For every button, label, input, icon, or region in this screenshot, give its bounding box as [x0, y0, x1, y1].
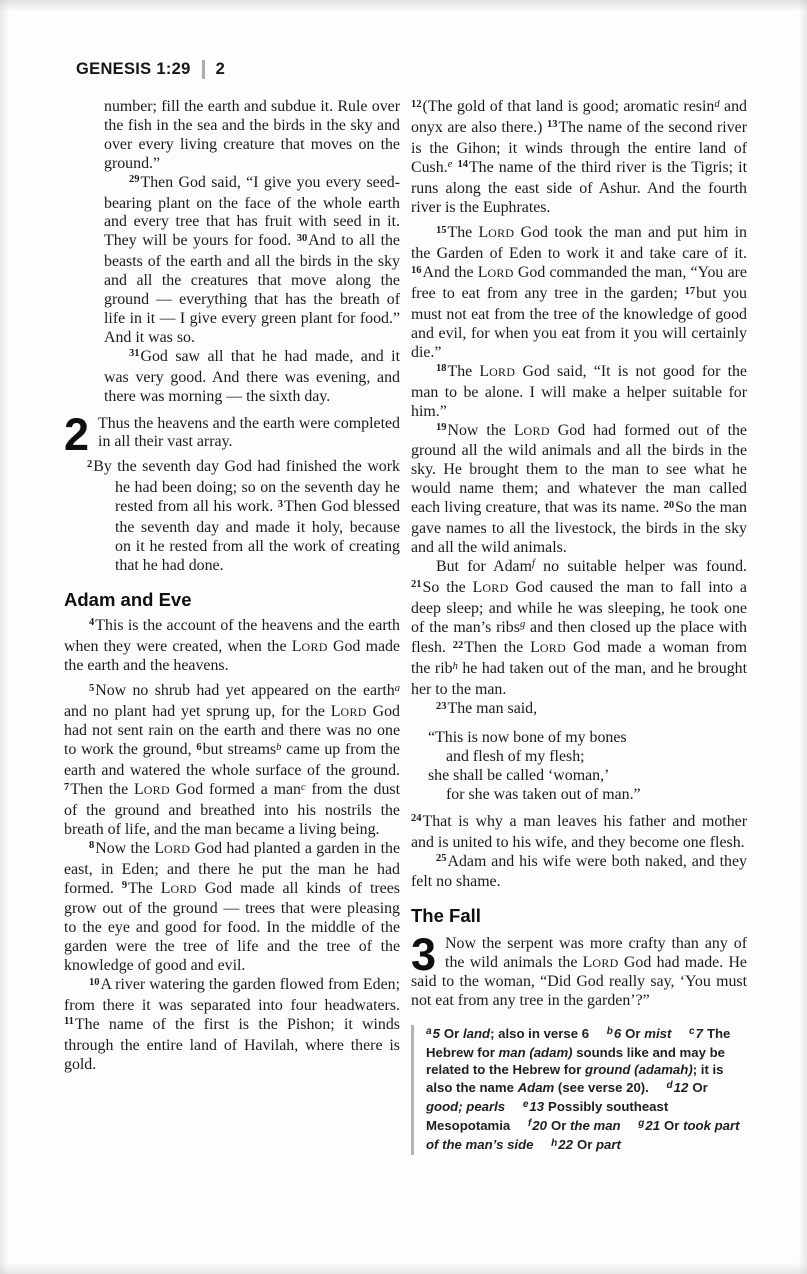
verse-number: 25	[436, 853, 447, 865]
divine-name-small-caps: LORD	[134, 781, 170, 798]
verse-paragraph: $^{10}$A river watering the garden flowed from Eden; from there it was separated into four headwaters. $^{11}$The name of the first is the Pishon; it winds through the entire land of Havilah, where there is gold.	[64, 976, 400, 1073]
footnote-marker: e	[447, 159, 453, 171]
footnote-letter: a	[426, 1026, 432, 1038]
verse-number: 7	[64, 781, 70, 793]
verse-number: 29	[129, 174, 140, 186]
footnote-letter: h	[551, 1137, 558, 1149]
chapter-opening	[64, 415, 400, 453]
footnote-marker: g	[519, 619, 526, 631]
divine-name-small-caps-rest: ORD	[488, 226, 515, 241]
footnote-verse-number: 12	[673, 1079, 689, 1095]
footnote-item: $^e$13 Possibly southeast Mesopotamia	[426, 1098, 669, 1133]
footnote-item: $^b$6 Or mist	[606, 1025, 672, 1041]
divine-name-small-caps-rest: ORD	[301, 639, 328, 654]
divine-name-small-caps: LORD	[582, 954, 619, 972]
footnote-letter: g	[638, 1118, 645, 1130]
footnote-verse-number: 5	[432, 1025, 440, 1041]
verse-paragraph: $^{15}$The LORD God took the man and put him in the Garden of Eden to work it and take care of it. $^{16}$And the LORD God commanded the man, “You are free to eat from any tree in the garden; $^{17}$but you must not eat from the tree of the knowledge of good and evil, for when you eat from it you will certainly die.”	[411, 224, 747, 361]
text-columns	[64, 98, 748, 1155]
verse-paragraph: $^{18}$The LORD God said, “It is not good for the man to be alone. I will make a helper suitable for him.”	[411, 362, 747, 420]
verse-number: 3	[277, 498, 284, 510]
chapter-opening-text: Thus the heavens and the earth were completed in all their vast array.	[98, 414, 400, 451]
verse-paragraph: $^{31}$God saw all that he had made, and it was very good. And there was evening, and there was morning — the sixth day.	[104, 347, 400, 405]
header-reference: GENESIS 1:29	[76, 60, 191, 78]
footnote-marker: f	[531, 558, 535, 570]
divine-name-small-caps: LORD	[513, 421, 550, 439]
divine-name-small-caps-rest: ORD	[592, 956, 619, 971]
verse-number: 24	[411, 813, 422, 825]
verse-paragraph: $^5$Now no shrub had yet appeared on the earth$^a$ and no plant had yet sprung up, for the LORD God had not sent rain on the earth and there was no one to work the ground, $^6$but streams$^b$ came up from the earth and watered the whole surface of the ground. $^7$Then the LORD God formed a man$^c$ from the dust of the ground and breathed into his nostrils the breath of life, and the man became a living being.	[64, 682, 400, 838]
left-column	[64, 98, 400, 1155]
chapter-number-dropcap: 3	[411, 935, 437, 981]
chapter-number-dropcap: 2	[64, 414, 90, 453]
italic-text: took part of the man’s side	[426, 1117, 740, 1153]
footnote-item: $^d$12 Or good; pearls	[426, 1079, 708, 1114]
page-edge-shadow-right	[798, 0, 807, 1274]
divine-name-small-caps-rest: ORD	[489, 364, 516, 379]
page-edge-shadow-bottom	[0, 1262, 807, 1274]
divine-name-small-caps: LORD	[330, 703, 367, 721]
footnote-verse-number: 20	[532, 1117, 547, 1133]
verse-number: 6	[196, 741, 202, 753]
verse-paragraph: But for Adam$^f$ no suitable helper was found. $^{21}$So the LORD God caused the man to fall into a deep sleep; and while he was sleeping, he took one of the man’s ribs$^g$ and then closed up the place with flesh. $^{22}$Then the LORD God made a woman from the rib$^h$ he had taken out of the man, and he brought her to the man.	[411, 557, 747, 699]
italic-text: the man	[570, 1117, 621, 1133]
footnote-letter: f	[527, 1118, 532, 1130]
divine-name-small-caps: LORD	[479, 362, 516, 380]
verse-paragraph: number; fill the earth and subdue it. Rule over the fish in the sea and the birds in the sky and over every living creature that moves on the ground.”	[104, 98, 400, 172]
footnote-item: $^a$5 Or land; also in verse 6	[426, 1025, 590, 1041]
italic-text: man (adam)	[498, 1045, 573, 1061]
verse-number: 15	[436, 224, 447, 236]
verse-paragraph: $^{12}$(The gold of that land is good; aromatic resin$^d$ and onyx are also there.) $^{13}$The name of the second river is the Gihon; it winds through the entire land of Cush.$^e$ $^{14}$The name of the third river is the Tigris; it runs along the east side of Ashur. And the fourth river is the Euphrates.	[411, 98, 747, 216]
header-page-number: 2	[215, 60, 226, 78]
right-column	[411, 98, 747, 1155]
divine-name-small-caps: LORD	[160, 879, 197, 897]
verse-number: 18	[436, 363, 447, 375]
verse-paragraph: $^{24}$That is why a man leaves his father and mother and is united to his wife, and they become one flesh.	[411, 812, 747, 851]
divine-name-small-caps-rest: ORD	[523, 423, 550, 438]
verse-number: 17	[684, 285, 696, 297]
footnote-letter: e	[522, 1099, 529, 1111]
footnote-marker: d	[714, 98, 720, 110]
footnote-item: $^c$7 The Hebrew for man (adam) sounds like and may be related to the Hebrew for ground (adamah); it is also the name Adam (see verse 20).	[426, 1025, 731, 1095]
verse-number: 22	[452, 639, 464, 651]
verse-paragraph: $^4$This is the account of the heavens and the earth when they were created, when the LORD God made the earth and the heavens.	[64, 616, 400, 674]
poetry-line: and flesh of my flesh;	[446, 748, 585, 765]
footnote-letter: c	[689, 1026, 695, 1038]
verse-number: 12	[411, 98, 422, 110]
divine-name-small-caps-rest: ORD	[164, 841, 191, 856]
footnote-marker: h	[452, 660, 458, 672]
verse-number: 19	[436, 422, 447, 433]
footnote-verse-number: 7	[695, 1025, 703, 1041]
verse-number: 14	[457, 159, 468, 171]
divine-name-small-caps: LORD	[291, 637, 328, 655]
verse-number: 10	[89, 976, 100, 988]
divine-name-small-caps: LORD	[477, 264, 514, 282]
footnote-item: $^h$22 Or part	[551, 1137, 621, 1153]
verse-number: 30	[296, 232, 308, 244]
page-edge-shadow-top	[0, 0, 807, 12]
footnote-item: $^f$20 Or the man	[527, 1117, 621, 1133]
poetry-line: “This is now bone of my bones	[428, 729, 627, 747]
header-divider	[202, 60, 205, 79]
italic-text: part	[596, 1137, 621, 1153]
footnote-item: $^g$21 Or took part of the man’s side	[426, 1117, 740, 1153]
poetry-line: she shall be called ‘woman,’	[428, 766, 610, 784]
divine-name-small-caps-rest: ORD	[340, 705, 367, 720]
italic-text: good; pearls	[426, 1098, 506, 1114]
divine-name-small-caps-rest: ORD	[482, 580, 509, 595]
verse-number: 11	[64, 1016, 74, 1028]
poetry-line: for she was taken out of man.”	[446, 785, 641, 803]
footnote-letter: d	[666, 1080, 673, 1092]
divine-name-small-caps: LORD	[530, 639, 567, 657]
verse-number: 21	[411, 579, 422, 591]
section-heading: The Fall	[411, 905, 481, 927]
verse-number: 16	[411, 264, 422, 276]
running-header	[76, 60, 225, 79]
footnote-letter: b	[606, 1026, 613, 1038]
section-heading: Adam and Eve	[64, 588, 192, 610]
footnote-verse-number: 13	[529, 1098, 545, 1114]
footnote-verse-number: 22	[558, 1137, 573, 1153]
verse-paragraph: $^{19}$Now the LORD God had formed out of the ground all the wild animals and all the birds in the sky. He brought them to the man to see what he would name them; and whatever the man called each living creature, that was its name. $^{20}$So the man gave names to all the livestock, the birds in the sky and all the wild animals.	[411, 421, 747, 556]
divine-name-small-caps: LORD	[472, 578, 509, 596]
verse-number: 5	[89, 682, 95, 694]
divine-name-small-caps-rest: ORD	[143, 783, 170, 797]
italic-text: land	[462, 1025, 491, 1041]
footnote-marker: c	[301, 781, 306, 793]
footnote-marker: b	[276, 741, 282, 753]
italic-text: mist	[644, 1025, 672, 1041]
footnote-verse-number: 6	[613, 1025, 622, 1041]
divine-name-small-caps: LORD	[478, 224, 515, 242]
divine-name-small-caps-rest: ORD	[487, 266, 514, 281]
divine-name-small-caps-rest: ORD	[539, 641, 567, 656]
verse-number: 23	[436, 700, 447, 712]
poetry-block	[428, 729, 747, 805]
verse-number: 13	[546, 119, 558, 131]
verse-paragraph: $^{23}$The man said,	[436, 700, 538, 718]
verse-number: 20	[663, 499, 675, 511]
divine-name-small-caps: LORD	[154, 839, 191, 857]
verse-number: 31	[129, 348, 140, 360]
chapter-opening	[411, 935, 747, 1011]
footnote-marker: a	[394, 682, 400, 694]
verse-paragraph: $^2$By the seventh day God had finished the work he had been doing; so on the seventh day he rested from all his work. $^3$Then God blessed the seventh day and made it holy, because on it he rested from all the work of creating that he had done.	[87, 458, 400, 574]
divine-name-small-caps-rest: ORD	[170, 881, 197, 896]
verse-paragraph: $^8$Now the LORD God had planted a garden in the east, in Eden; and there he put the man he had formed. $^9$The LORD God made all kinds of trees grow out of the ground — trees that were pleasing to the eye and good for food. In the middle of the garden were the tree of life and the tree of the knowledge of good and evil.	[64, 839, 401, 975]
verse-paragraph: $^{29}$Then God said, “I give you every seed-bearing plant on the face of the whole earth and every tree that has fruit with seed in it. They will be yours for food. $^{30}$And to all the beasts of the earth and all the birds in the sky and all the creatures that move along the ground — everything that has the breath of life in it — I give every green plant for food.” And it was so.	[104, 173, 400, 346]
verse-number: 2	[87, 458, 93, 470]
footnotes-block	[411, 1025, 747, 1155]
footnote-verse-number: 21	[645, 1117, 661, 1133]
italic-text: ground (adamah)	[585, 1062, 693, 1078]
page-edge-shadow-left	[0, 0, 9, 1274]
verse-paragraph: $^{25}$Adam and his wife were both naked, and they felt no shame.	[411, 852, 747, 891]
verse-number: 8	[89, 840, 95, 852]
italic-text: Adam	[517, 1079, 555, 1095]
verse-number: 9	[121, 880, 128, 892]
verse-number: 4	[89, 617, 95, 629]
chapter-opening-text: Now the serpent was more crafty than any of the wild animals the LORD God had made. He said to the woman, “Did God really say, ‘You must not eat from any tree in the garden’?”	[411, 935, 747, 1010]
